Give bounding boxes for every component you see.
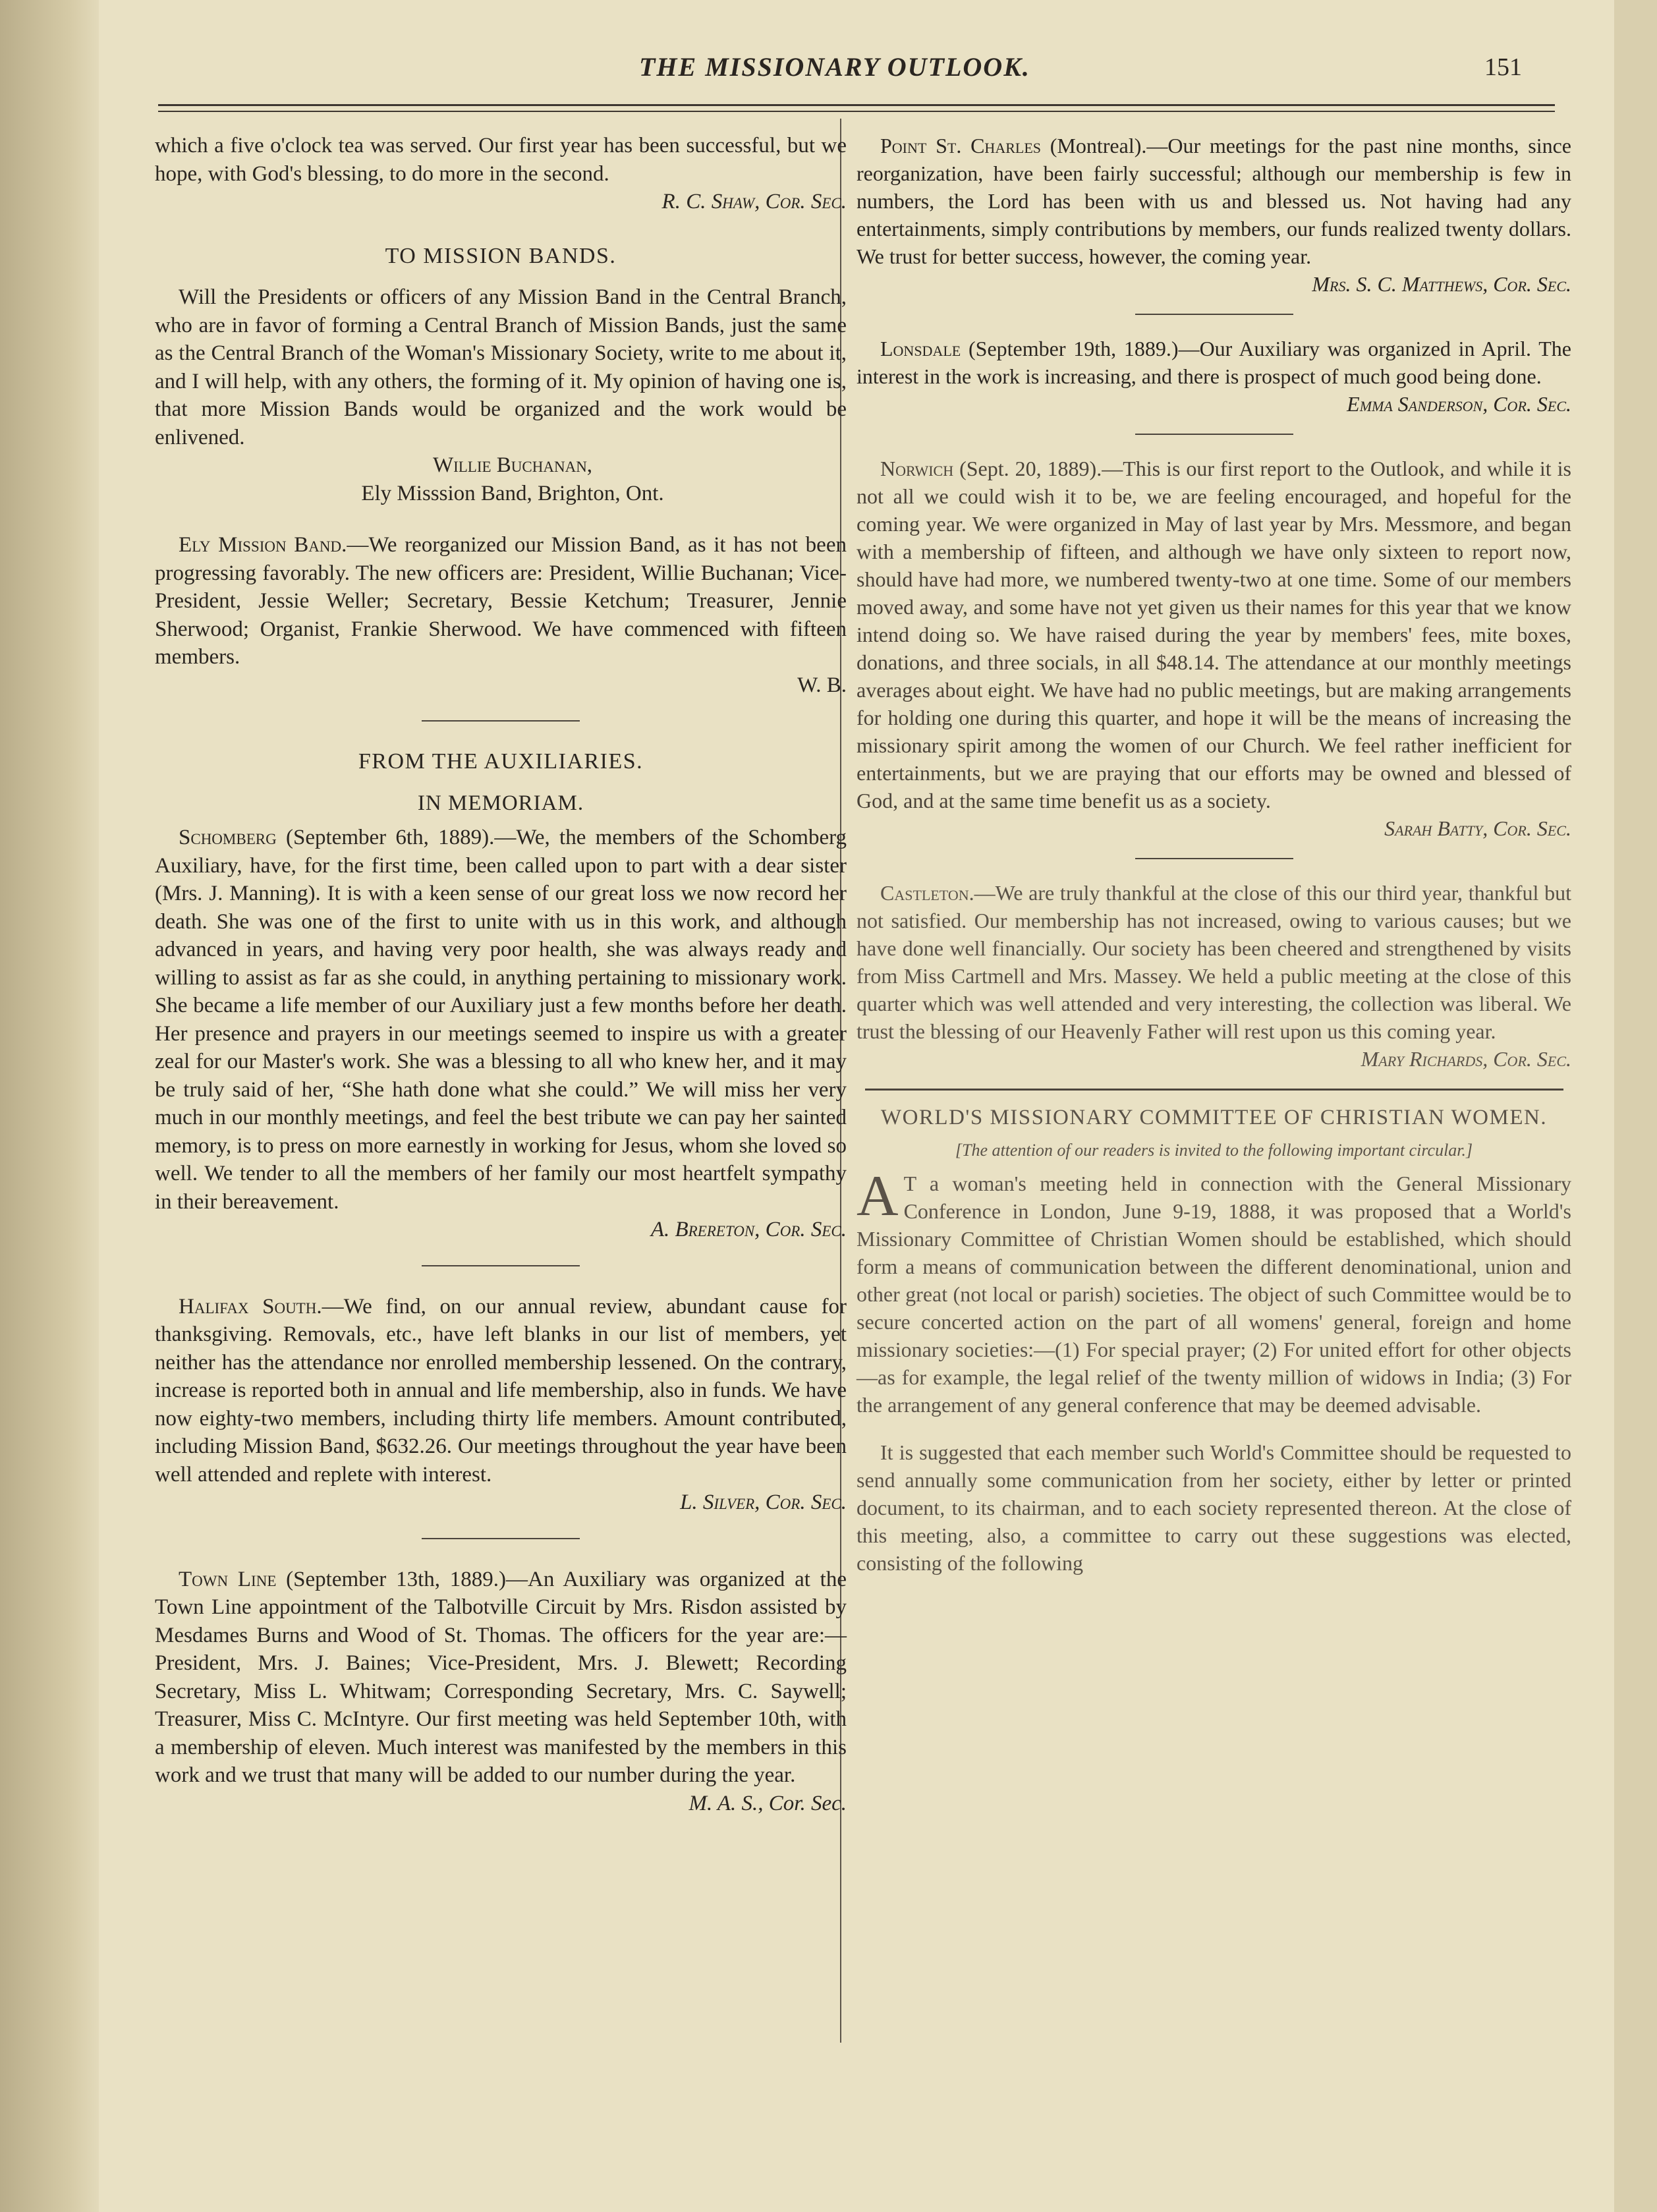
ely-article [155,531,847,699]
section-separator-wide [865,1089,1563,1091]
section-separator [422,1538,580,1539]
halifax-lead: Halifax South. [179,1294,322,1319]
page-number: 151 [1484,53,1522,81]
schomberg-article [155,824,847,1244]
halifax-article [155,1293,847,1517]
intro-article [155,132,847,216]
worlds-committee-note: [The attention of our readers is invited to the following important circular.] [955,1141,1473,1160]
pointstcharles-signature: Mrs. S. C. Matthews, Cor. Sec. [1312,272,1571,296]
townline-signature: M. A. S., Cor. Sec. [688,1791,847,1815]
schomberg-lead: Schomberg [179,826,277,849]
running-header [152,51,1561,98]
norwich-article [857,455,1571,842]
section-separator [1135,858,1293,859]
townline-text: (September 13th, 1889.)—An Auxiliary was organized at the Town Line appointment of the Talbotville Circuit by Mrs. Risdon assisted by Mesdames Burns and Wood of St. Thomas. The officers for the year are:—President, Mrs. J. Baines; Vice-President, Mrs. J. Blewett; Recording Secretary, Miss L. Whitwam; Corresponding Secretary, Mrs. C. Saywell; Treasurer, Miss C. McIntyre. Our first meeting was held September 10th, with a membership of eleven. Much interest was manifested by the members in this work and we trust that many will be added to our number during the year. [155,1567,847,1787]
norwich-text: (Sept. 20, 1889).—This is our first report to the Outlook, and while it is not all we could wish it to be, we are feeling encouraged, and hopeful for the coming year. We were organized in May of last year by Mrs. Messmore, and began with a membership of fifteen, and although we have only sixteen to report now, should have had more, we numbered twenty-two at one time. Some of our members moved away, and some have not yet given us their names for this year that we know intend doing so. We have raised during the year by members' fees, mite boxes, donations, and three socials, in all $48.14. The attendance at our monthly meetings averages about eight. We have had no public meetings, but are making arrangements for holding one during this quarter, and hope it will be the means of increasing the missionary spirit among the women of our Church. We feel rather inefficient for entertainments, but we are praying that our efforts may be owned and blessed of God, and at the same time benefit us as a society. [857,457,1571,812]
mission-bands-location: Ely Misssion Band, Brighton, Ont. [361,481,664,505]
intro-text: which a five o'clock tea was served. Our first year has been successful, but we hope, with God's blessing, to do more in the second. [155,134,847,186]
memoriam-subheading: IN MEMORIAM. [417,791,584,815]
pointstcharles-text: (Montreal).—Our meetings for the past nine months, since reorganization, have been fairly successful; although our membership is few in numbers, the Lord has been with us and blessed us. Not having had any entertainments, simply contributions by members, our funds realized twenty dollars. We trust for better success, however, the coming year. [857,134,1571,268]
header-rule [158,104,1555,106]
section-separator [1135,314,1293,315]
worlds-committee-text-2: It is suggested that each member such World's Committee should be requested to send annually some communication from her society, either by letter or printed document, to its chairman, and to each society represented thereon. At the close of this meeting, also, a committee to carry out these suggestions was elected, consisting of the following [857,1440,1571,1575]
ely-signature: W. B. [797,673,847,697]
section-separator [1135,434,1293,435]
section-separator [422,1265,580,1266]
pointstcharles-article [857,132,1571,298]
lonsdale-signature: Emma Sanderson, Cor. Sec. [1347,392,1571,416]
schomberg-signature: A. Brereton, Cor. Sec. [650,1218,847,1241]
pointstcharles-lead: Point St. Charles [880,134,1041,157]
castleton-text: —We are truly thankful at the close of this our third year, thankful but not satisfied. Our membership has not increased, owing to various causes; but we have done well financially. Our society has been cheered and strengthened by visits from Miss Cartmell and Mrs. Massey. We held a public meeting at the close of this quarter which was well attended and very interesting, the collection was liberal. We trust the blessing of our Heavenly Father will rest upon us this coming year. [857,881,1571,1043]
halifax-signature: L. Silver, Cor. Sec. [680,1490,847,1514]
castleton-lead: Castleton. [880,881,974,905]
townline-article [155,1566,847,1818]
mission-bands-text: Will the Presidents or officers of any Mission Band in the Central Branch, who are in favor of forming a Central Branch of Mission Bands, just the same as the Central Branch of the Woman's Missionary Society, write to me about it, and I will help, with any others, the forming of it. My opinion of having one is, that more Mission Bands would be organized and the work would be enlivened. [155,285,847,449]
book-gutter [0,0,99,2212]
left-column [155,132,847,1817]
norwich-signature: Sarah Batty, Cor. Sec. [1384,816,1571,840]
ely-text: —We reorganized our Mission Band, as it has not been progressing favorably. The new officers are: President, Willie Buchanan; Vice-President, Jessie Weller; Secretary, Bessie Ketchum; Treasurer, Jennie Sherwood; Organist, Frankie Sherwood. We have commenced with fifteen members. [155,533,847,669]
castleton-signature: Mary Richards, Cor. Sec. [1361,1047,1571,1071]
journal-title: THE MISSIONARY OUTLOOK. [639,52,1030,82]
auxiliaries-heading: FROM THE AUXILIARIES. [358,749,644,774]
mission-bands-heading: TO MISSION BANDS. [385,243,617,268]
schomberg-text: (September 6th, 1889).—We, the members of the Schomberg Auxiliary, have, for the first time, been called upon to part with a dear sister (Mrs. J. Manning). It is with a keen sense of our great loss we now record her death. She was one of the first to unite with us in this work, and although advanced in years, and having very poor health, she was always ready and willing to assist as far as she could, in anything pertaining to missionary work. She became a life member of our Auxiliary just a few months before her death. Her presence and prayers in our meetings seemed to inspire us with a greater zeal for our Master's work. She was a blessing to all who knew her, and it may be truly said of her, “She hath done what she could.” We will miss her very much in our monthly meetings, and feel the best tribute we can pay her sainted memory, is to press on more earnestly in working for Jesus, whom she loved so well. We tender to all the members of her family our most heartfelt sympathy in their bereavement. [155,826,847,1214]
ely-lead: Ely Mission Band. [179,533,347,557]
worlds-committee-heading: WORLD'S MISSIONARY COMMITTEE OF CHRISTIAN WOMEN. [880,1106,1548,1129]
norwich-lead: Norwich [880,457,954,480]
mission-bands-signature: Willie Buchanan, [432,453,593,477]
townline-lead: Town Line [179,1567,277,1591]
lonsdale-article [857,335,1571,418]
right-column [857,132,1571,1577]
halifax-text: —We find, on our annual review, abundant cause for thanksgiving. Removals, etc., have left blanks in our list of members, yet neither has the attendance nor enrolled membership lessened. On the contrary, increase is reported both in annual and life membership, also in funds. We have now eighty-two members, including thirty life members. Amount contributed, including Mission Band, $632.26. Our meetings throughout the year have been well attended and replete with interest. [155,1294,847,1487]
castleton-article [857,879,1571,1073]
worlds-committee-article [857,1104,1571,1577]
lonsdale-lead: Lonsdale [880,337,961,360]
mission-bands-article [155,283,847,507]
header-rule-thin [158,111,1555,112]
lonsdale-text: (September 19th, 1889.)—Our Auxiliary was organized in April. The interest in the work is increasing, and there is prospect of much good being done. [857,337,1571,388]
section-separator [422,720,580,722]
drop-cap: A [857,1164,899,1228]
intro-signature: R. C. Shaw, Cor. Sec. [661,190,847,213]
worlds-committee-text-1: A T a woman's meeting held in connection with the General Missionary Conference in London, June 9-19, 1888, it was proposed that a World's Missionary Committee of Christian Women should be established, which should form a means of communication between the different denominational, union and other great (not local or parish) societies. The object of such Committee would be to secure concerted action on the part of all womens' general, foreign and home missionary societies:—(1) For special prayer; (2) For united effort for other objects—as for example, the legal relief of the twenty million of widows in India; (3) For the arrangement of any general conference that may be deemed advisable. [857,1164,1571,1417]
